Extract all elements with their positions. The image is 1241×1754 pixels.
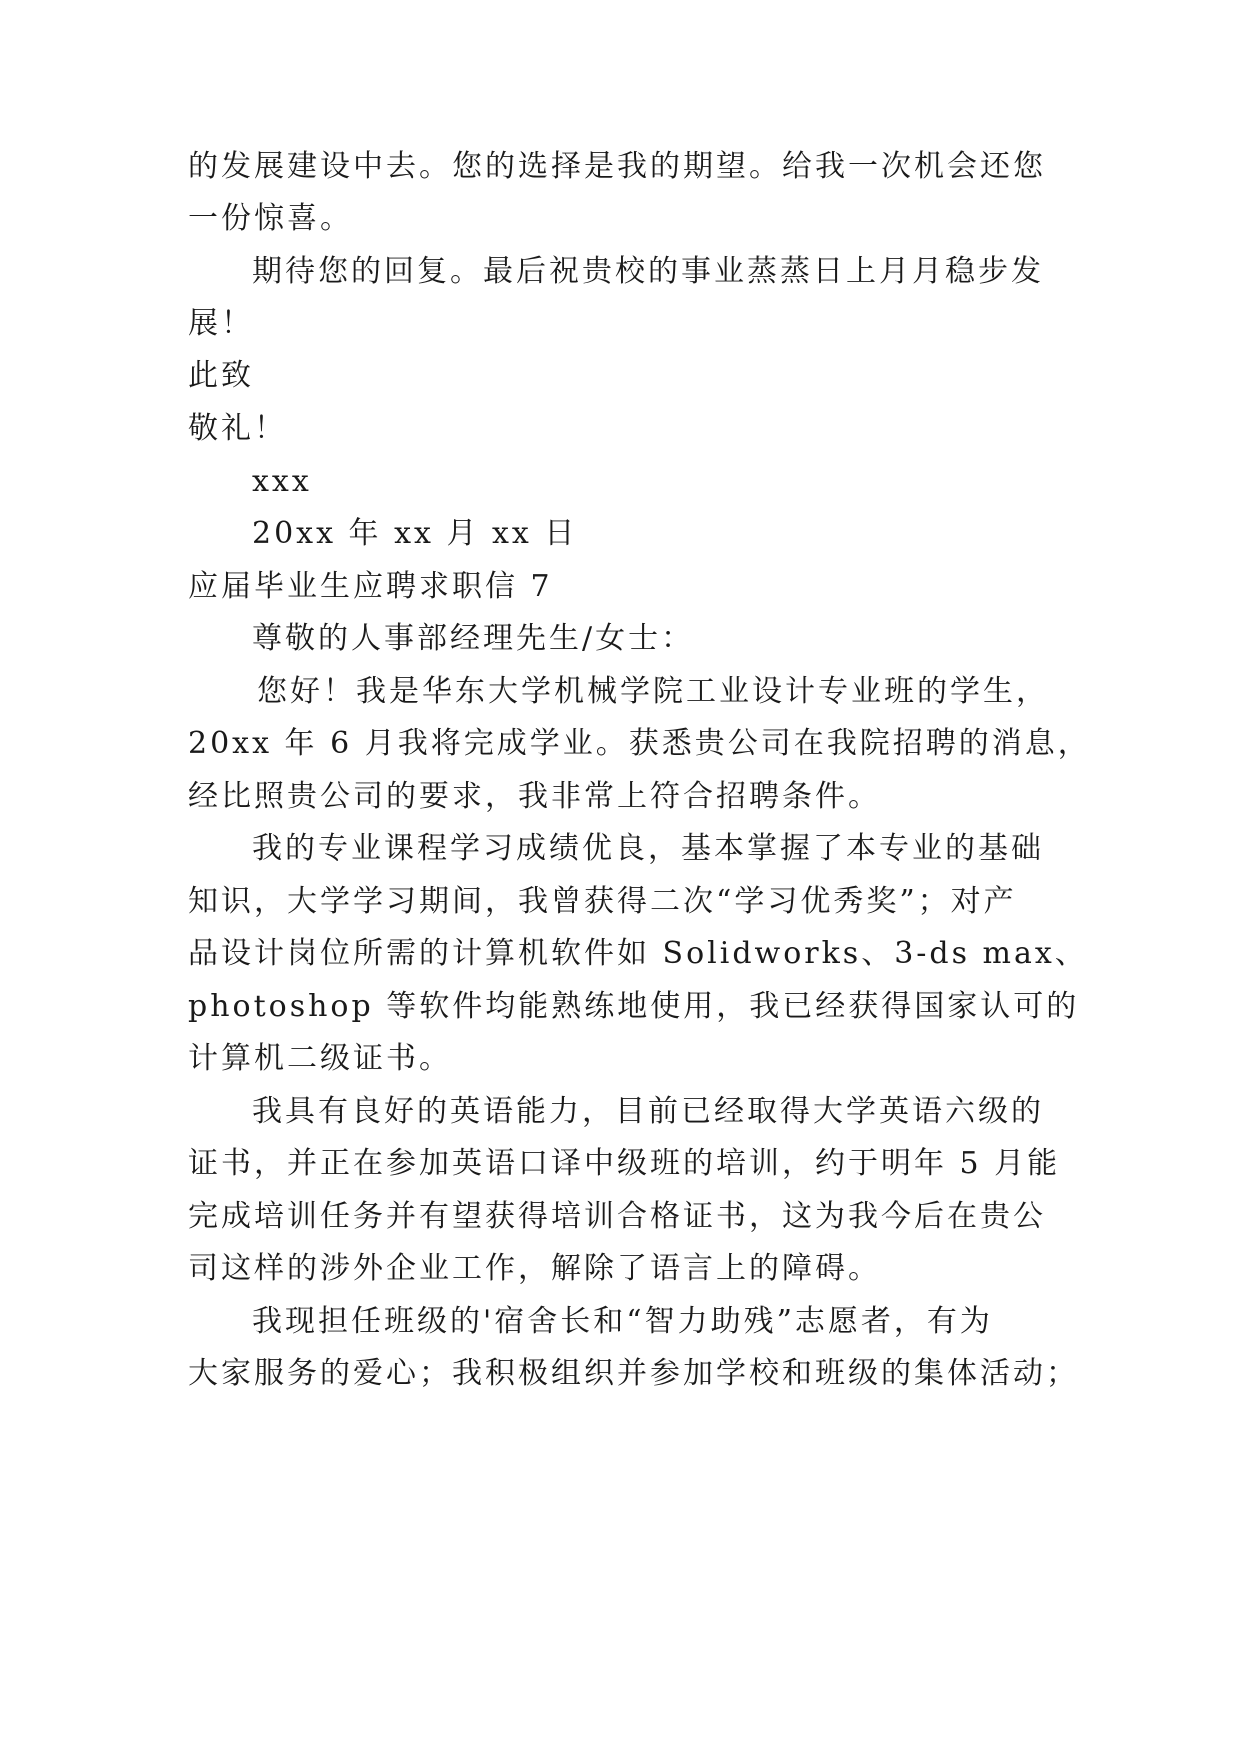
paragraph-line: 展！ [188, 306, 254, 341]
paragraph-line: 我具有良好的英语能力，目前已经取得大学英语六级的 [252, 1094, 1044, 1129]
paragraph-line: 计算机二级证书。 [188, 1041, 452, 1076]
paragraph-line: 您好！我是华东大学机械学院工业设计专业班的学生， [257, 674, 1049, 709]
paragraph-line: 品设计岗位所需的计算机软件如 Solidworks、3-ds max、 [188, 936, 1088, 971]
closing-salutation: 此致 [188, 358, 254, 393]
paragraph-line: 期待您的回复。最后祝贵校的事业蒸蒸日上月月稳步发 [252, 254, 1044, 289]
paragraph-line: 一份惊喜。 [188, 201, 353, 236]
closing-salutation: 敬礼！ [188, 411, 287, 446]
signature-date: 20xx 年 xx 月 xx 日 [252, 516, 578, 551]
paragraph-line: 我现担任班级的'宿舍长和“智力助残”志愿者，有为 [252, 1304, 993, 1339]
paragraph-line: 司这样的涉外企业工作，解除了语言上的障碍。 [188, 1251, 881, 1286]
paragraph-line: photoshop 等软件均能熟练地使用，我已经获得国家认可的 [188, 989, 1080, 1024]
paragraph-line: 经比照贵公司的要求，我非常上符合招聘条件。 [188, 779, 881, 814]
paragraph-line: 完成培训任务并有望获得培训合格证书，这为我今后在贵公 [188, 1199, 1046, 1234]
section-title: 应届毕业生应聘求职信 7 [188, 569, 553, 604]
paragraph-line: 我的专业课程学习成绩优良，基本掌握了本专业的基础 [252, 831, 1044, 866]
paragraph-line: 大家服务的爱心；我积极组织并参加学校和班级的集体活动； [188, 1356, 1079, 1391]
paragraph-line: 20xx 年 6 月我将完成学业。获悉贵公司在我院招聘的消息， [188, 726, 1091, 761]
signature-name: xxx [252, 464, 312, 499]
paragraph-line: 证书，并正在参加英语口译中级班的培训，约于明年 5 月能 [188, 1146, 1061, 1181]
paragraph-line: 知识，大学学习期间，我曾获得二次“学习优秀奖”；对产 [188, 884, 1017, 919]
paragraph-line: 的发展建设中去。您的选择是我的期望。给我一次机会还您 [188, 149, 1046, 184]
greeting: 尊敬的人事部经理先生/女士： [252, 621, 695, 656]
